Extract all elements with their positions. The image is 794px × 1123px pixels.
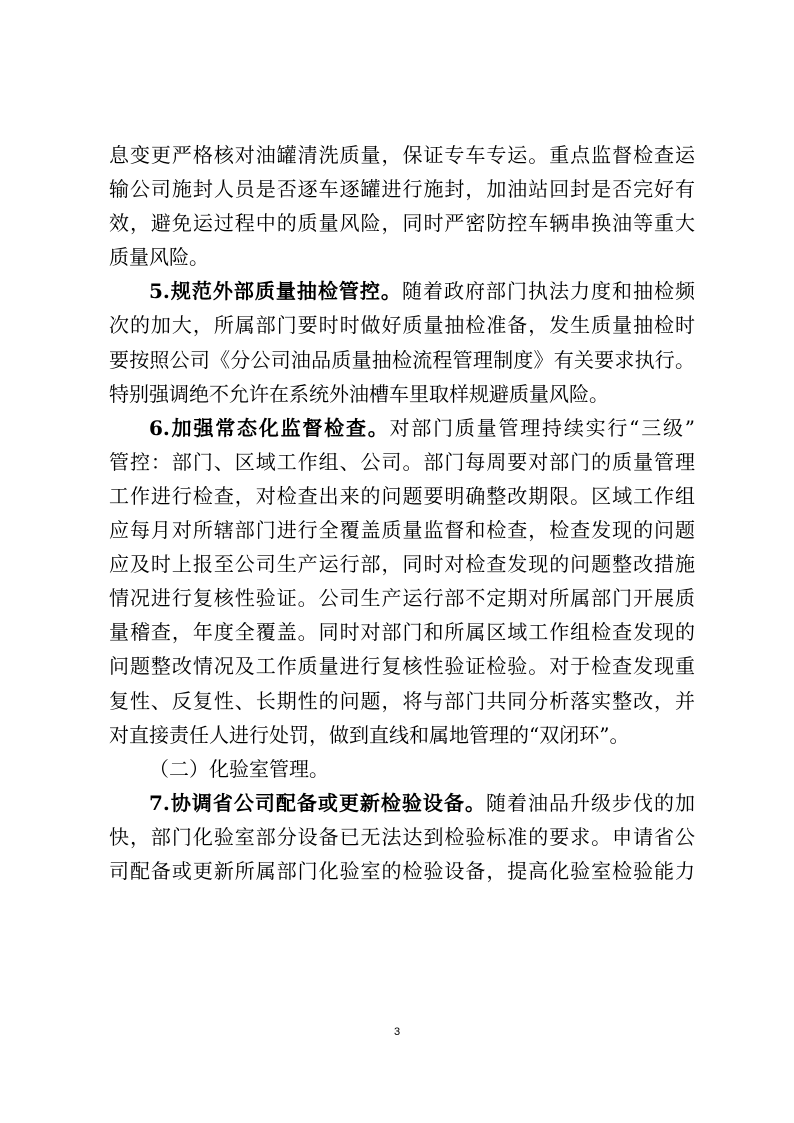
paragraph-6-first-line (109, 411, 695, 445)
paragraph-7-first-line (109, 786, 695, 820)
paragraph-5-first-line (109, 274, 695, 308)
text-line: 复性、反复性、长期性的问题，将与部门共同分析落实整改，并 (109, 688, 695, 713)
paragraph-6-text: 对部门质量管理持续实行“三级” (389, 415, 695, 440)
text-line: 工作进行检查，对检查出来的问题要明确整改期限。区域工作组 (109, 483, 695, 508)
text-line: 管控：部门、区域工作组、公司。部门每周要对部门的质量管理 (109, 449, 695, 474)
text-line: 效，避免运过程中的质量风险，同时严密防控车辆串换油等重大 (109, 211, 695, 236)
text-line: 应及时上报至公司生产运行部，同时对检查发现的问题整改措施 (109, 552, 695, 577)
text-line: 量稽查，年度全覆盖。同时对部门和所属区域工作组检查发现的 (109, 620, 695, 645)
text-line: 快，部门化验室部分设备已无法达到检验标准的要求。申请省公 (109, 824, 695, 849)
text-line: 问题整改情况及工作质量进行复核性验证检验。对于检查发现重 (109, 654, 695, 679)
text-line: 特别强调绝不允许在系统外油槽车里取样规避质量风险。 (109, 381, 609, 406)
text-line: 息变更严格核对油罐清洗质量，保证专车专运。重点监督检查运 (109, 143, 695, 167)
paragraph-7-text: 随着油品升级步伐的加 (485, 790, 695, 815)
paragraph-5-text: 随着政府部门执法力度和抽检频 (401, 279, 695, 304)
page-number: 3 (393, 1026, 401, 1038)
text-line: 应每月对所辖部门进行全覆盖质量监督和检查，检查发现的问题 (109, 518, 695, 543)
section-heading: （二）化验室管理。 (149, 756, 329, 781)
paragraph-7-heading: 7.协调省公司配备或更新检验设备。 (149, 790, 486, 815)
text-line: 输公司施封人员是否逐车逐罐进行施封，加油站回封是否完好有 (109, 177, 695, 202)
text-line: 质量风险。 (109, 245, 209, 270)
paragraph-6-heading: 6.加强常态化监督检查。 (149, 415, 390, 440)
text-line: 对直接责任人进行处罚，做到直线和属地管理的“双闭环”。 (109, 722, 630, 747)
text-line: 要按照公司《分公司油品质量抽检流程管理制度》有关要求执行。 (109, 347, 695, 372)
document-body (109, 138, 695, 888)
paragraph-5-heading: 5.规范外部质量抽检管控。 (149, 279, 402, 304)
text-line: 司配备或更新所属部门化验室的检验设备，提高化验室检验能力 (109, 858, 695, 883)
text-line: 情况进行复核性验证。公司生产运行部不定期对所属部门开展质 (109, 586, 695, 611)
text-line: 次的加大，所属部门要时时做好质量抽检准备，发生质量抽检时 (109, 313, 695, 338)
